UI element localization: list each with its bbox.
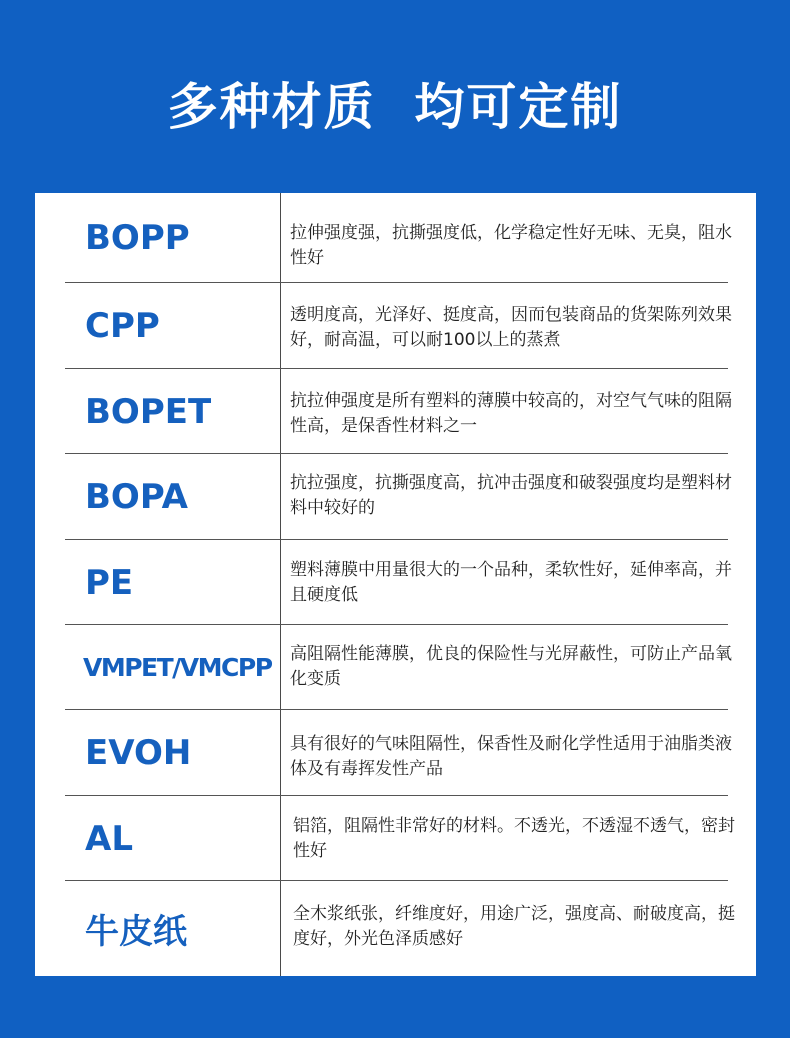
material-name: BOPET xyxy=(85,391,212,432)
material-description: 抗拉伸强度是所有塑料的薄膜中较高的，对空气气味的阻隔性高，是保香性材料之一 xyxy=(290,391,732,436)
table-row-evoh xyxy=(35,710,756,796)
table-row-bopp xyxy=(35,193,756,283)
material-description: 全木浆纸张，纤维度好，用途广泛，强度高、耐破度高，挺度好，外光色泽质感好 xyxy=(293,904,735,949)
material-description: 拉伸强度强，抗撕强度低，化学稳定性好无味、无臭，阻水性好 xyxy=(290,223,732,268)
material-name: CPP xyxy=(85,306,160,346)
material-name: VMPET/VMCPP xyxy=(83,653,272,682)
table-row-bopa xyxy=(35,454,756,540)
material-description: 铝箔，阻隔性非常好的材料。不透光，不透湿不透气，密封性好 xyxy=(293,816,735,861)
material-name: AL xyxy=(85,818,133,859)
material-name: BOPA xyxy=(85,477,188,517)
table-row-cpp xyxy=(35,283,756,369)
table-row-kraft-paper xyxy=(35,881,756,976)
table-row-pe xyxy=(35,540,756,625)
table-row-vmpet-vmcpp xyxy=(35,625,756,710)
material-description: 塑料薄膜中用量很大的一个品种，柔软性好，延伸率高，并且硬度低 xyxy=(290,560,732,605)
material-description: 具有很好的气味阻隔性，保香性及耐化学性适用于油脂类液体及有毒挥发性产品 xyxy=(290,734,732,779)
table-row-bopet xyxy=(35,369,756,454)
material-name: PE xyxy=(85,562,134,603)
material-name: EVOH xyxy=(85,733,192,773)
material-description: 抗拉强度，抗撕强度高，抗冲击强度和破裂强度均是塑料材料中较好的 xyxy=(290,473,732,518)
page-title: 多种材质 均可定制 xyxy=(167,78,623,136)
material-name: 牛皮纸 xyxy=(85,912,187,952)
material-description: 高阻隔性能薄膜，优良的保险性与光屏蔽性，可防止产品氧化变质 xyxy=(290,644,732,689)
table-row-al xyxy=(35,796,756,881)
material-name: BOPP xyxy=(85,218,190,258)
materials-table xyxy=(35,193,756,976)
material-description: 透明度高，光泽好、挺度高，因而包装商品的货架陈列效果好，耐高温，可以耐100以上的蒸煮 xyxy=(290,305,732,350)
